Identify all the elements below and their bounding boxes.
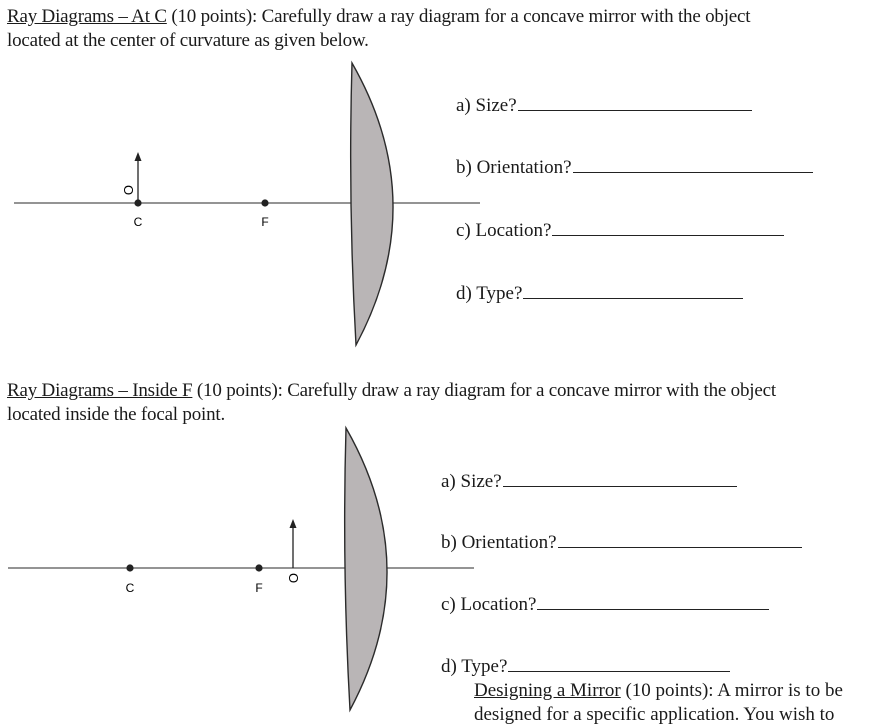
object-arrow-head bbox=[290, 519, 297, 528]
s1-location-answer-field[interactable] bbox=[552, 219, 784, 236]
s1-type-label: d) Type? bbox=[456, 283, 523, 304]
section2-points: (10 points): Carefully draw a ray diagram for a concave mirror with the object bbox=[192, 380, 776, 401]
s2-orientation-label: b) Orientation? bbox=[441, 532, 557, 553]
s1-question-location bbox=[456, 219, 784, 242]
center-label: C bbox=[133, 215, 143, 229]
section2-heading-line2: located inside the focal point. bbox=[7, 404, 226, 425]
s2-orientation-answer-field[interactable] bbox=[558, 531, 802, 548]
section1-points: (10 points): Carefully draw a ray diagram for a concave mirror with the object bbox=[166, 6, 751, 27]
s2-question-orientation bbox=[441, 531, 802, 554]
section2-title: Ray Diagrams – Inside F bbox=[7, 380, 193, 401]
s1-size-label: a) Size? bbox=[456, 95, 517, 116]
section2-heading bbox=[7, 379, 776, 403]
focal-label: F bbox=[255, 581, 263, 595]
object-label: O bbox=[286, 572, 301, 584]
section3-line2: designed for a specific application. You wish to bbox=[474, 704, 835, 725]
s2-size-label: a) Size? bbox=[441, 471, 502, 492]
section3-title: Designing a Mirror bbox=[474, 680, 621, 701]
s1-question-orientation bbox=[456, 156, 813, 179]
s1-location-label: c) Location? bbox=[456, 220, 552, 241]
center-point bbox=[134, 199, 141, 206]
s1-orientation-label: b) Orientation? bbox=[456, 157, 572, 178]
center-label: C bbox=[125, 581, 135, 595]
s2-question-size bbox=[441, 470, 737, 493]
s2-type-answer-field[interactable] bbox=[508, 655, 730, 672]
section3-points: (10 points): A mirror is to be bbox=[620, 680, 843, 701]
concave-mirror bbox=[345, 428, 387, 710]
s2-question-location bbox=[441, 593, 769, 616]
s1-question-type bbox=[456, 282, 743, 305]
section3-heading bbox=[474, 680, 843, 702]
s1-question-size bbox=[456, 94, 752, 117]
s1-type-answer-field[interactable] bbox=[523, 282, 743, 299]
s1-size-answer-field[interactable] bbox=[518, 94, 752, 111]
center-point bbox=[126, 564, 133, 571]
s1-orientation-answer-field[interactable] bbox=[573, 156, 813, 173]
focal-point bbox=[261, 199, 268, 206]
section1-heading-line2: located at the center of curvature as given below. bbox=[7, 30, 369, 51]
section1-diagram bbox=[0, 55, 480, 355]
s2-location-label: c) Location? bbox=[441, 594, 537, 615]
object-arrow-head bbox=[135, 152, 142, 161]
s2-question-type bbox=[441, 655, 730, 678]
focal-point bbox=[255, 564, 262, 571]
focal-label: F bbox=[261, 215, 269, 229]
concave-mirror bbox=[351, 63, 393, 345]
section1-title: Ray Diagrams – At C bbox=[7, 6, 167, 27]
s2-size-answer-field[interactable] bbox=[503, 470, 737, 487]
section2-diagram bbox=[0, 420, 480, 720]
s2-type-label: d) Type? bbox=[441, 656, 508, 677]
section1-heading bbox=[7, 5, 750, 29]
s2-location-answer-field[interactable] bbox=[537, 593, 769, 610]
object-label: O bbox=[121, 184, 136, 196]
